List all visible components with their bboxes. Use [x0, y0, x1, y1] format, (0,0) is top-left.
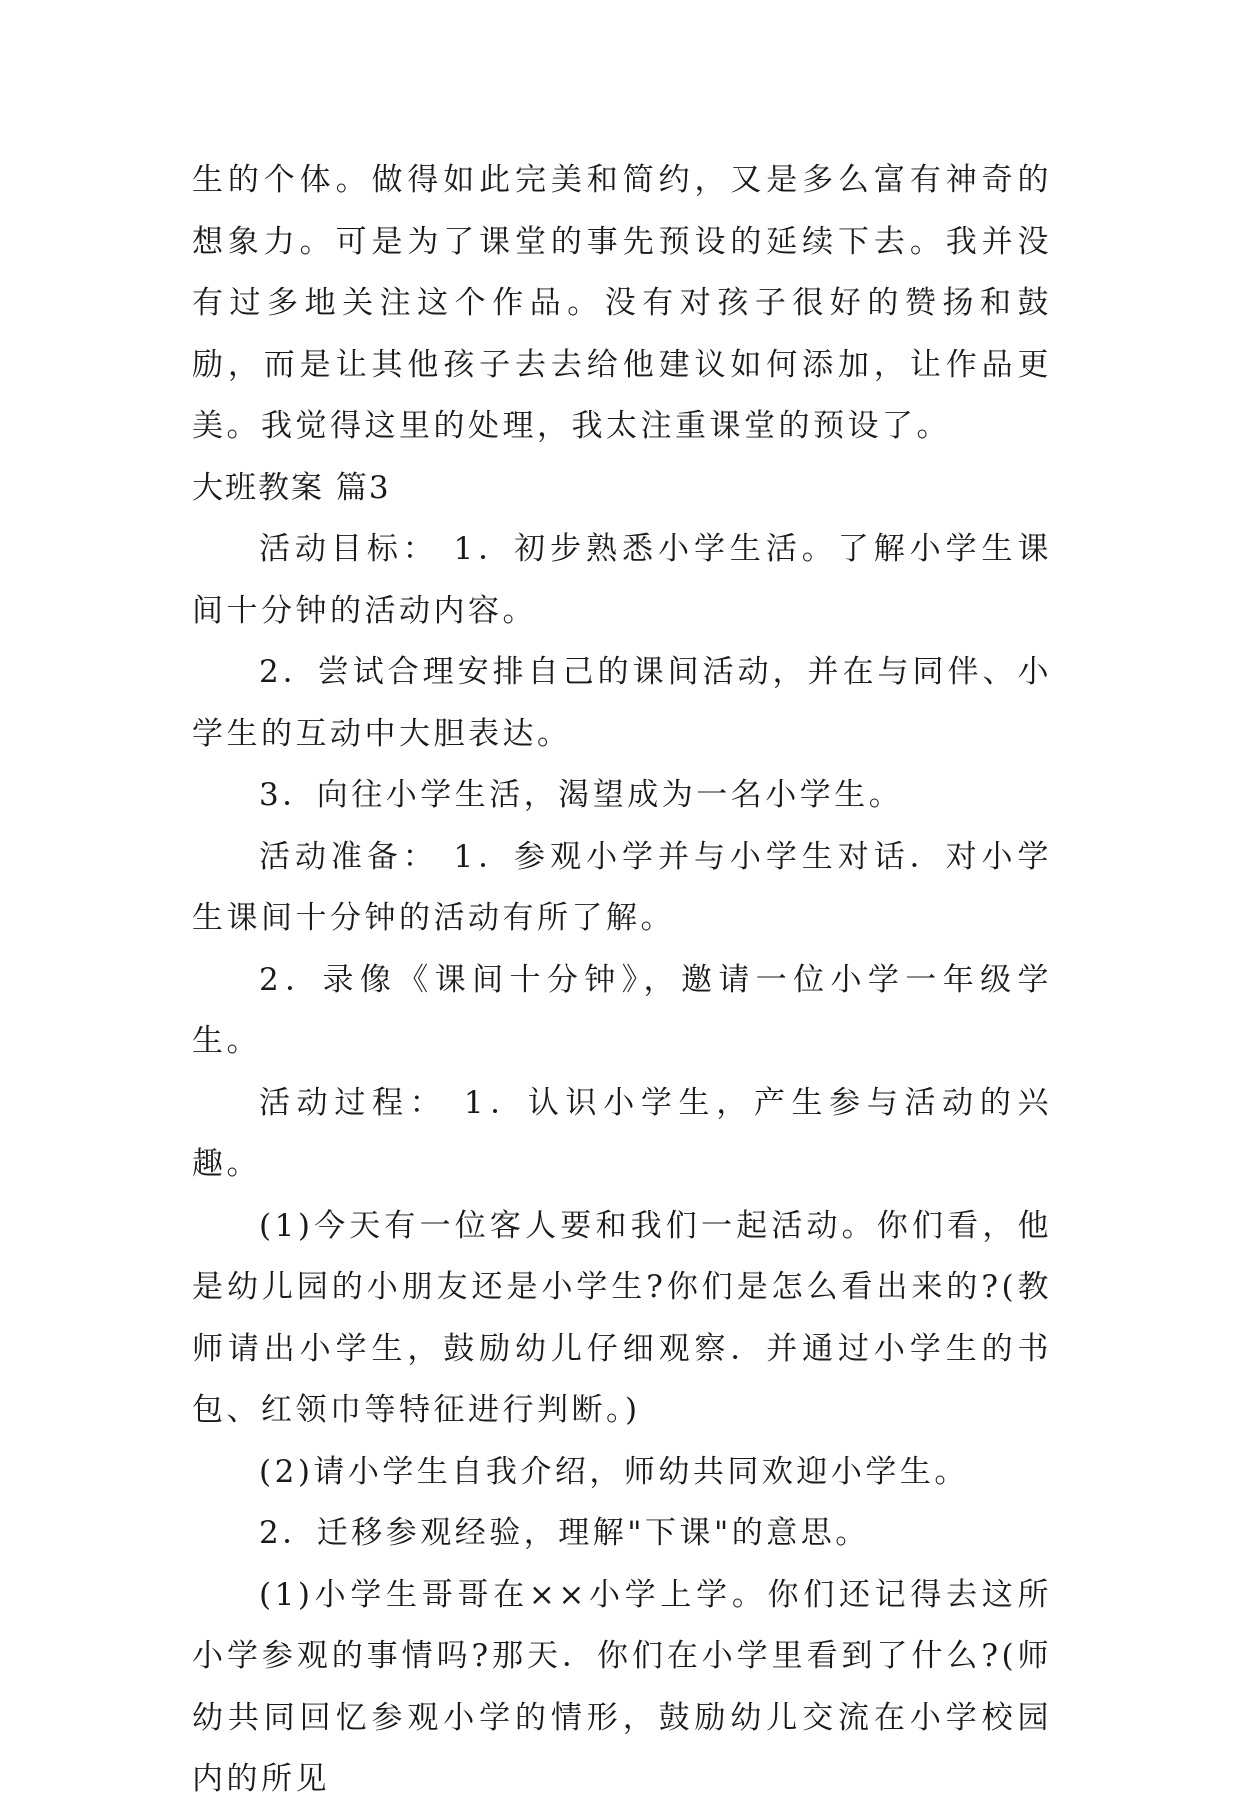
activity-goal-2: 2．尝试合理安排自己的课间活动，并在与同伴、小学生的互动中大胆表达。 [192, 654, 1052, 752]
activity-goal-3: 3．向往小学生活，渴望成为一名小学生。 [259, 777, 904, 813]
section-heading: 大班教案 篇3 [192, 469, 391, 506]
activity-process-1-2: (2)请小学生自我介绍，师幼共同欢迎小学生。 [259, 1453, 969, 1490]
body-paragraph: 生的个体。做得如此完美和简约，又是多么富有神奇的想象力。可是为了课堂的事先预设的延续下去。我并没有过多地关注这个作品。没有对孩子很好的赞扬和鼓励，而是让其他孩子去去给他建议如何添加，让作品更美。我觉得这里的处理，我太注重课堂的预设了。 [192, 162, 1052, 444]
activity-process-1: 活动过程： 1．认识小学生，产生参与活动的兴趣。 [192, 1084, 1052, 1182]
activity-prep-1: 活动准备： 1．参观小学并与小学生对话．对小学生课间十分钟的活动有所了解。 [192, 838, 1052, 936]
activity-prep-2: 2．录像《课间十分钟》，邀请一位小学一年级学生。 [192, 961, 1052, 1059]
activity-process-2-1: (1)小学生哥哥在××小学上学。你们还记得去这所小学参观的事情吗?那天．你们在小学里看到了什么?(师幼共同回忆参观小学的情形，鼓励幼儿交流在小学校园内的所见 [192, 1576, 1052, 1797]
activity-process-1-1: (1)今天有一位客人要和我们一起活动。你们看，他是幼儿园的小朋友还是小学生?你们是怎么看出来的?(教师请出小学生，鼓励幼儿仔细观察．并通过小学生的书包、红领巾等特征进行判断。) [192, 1207, 1052, 1428]
activity-process-2: 2．迁移参观经验，理解"下课"的意思。 [259, 1515, 870, 1551]
activity-goal-1: 活动目标： 1．初步熟悉小学生活。了解小学生课间十分钟的活动内容。 [192, 531, 1052, 629]
document-page [192, 150, 1052, 1811]
